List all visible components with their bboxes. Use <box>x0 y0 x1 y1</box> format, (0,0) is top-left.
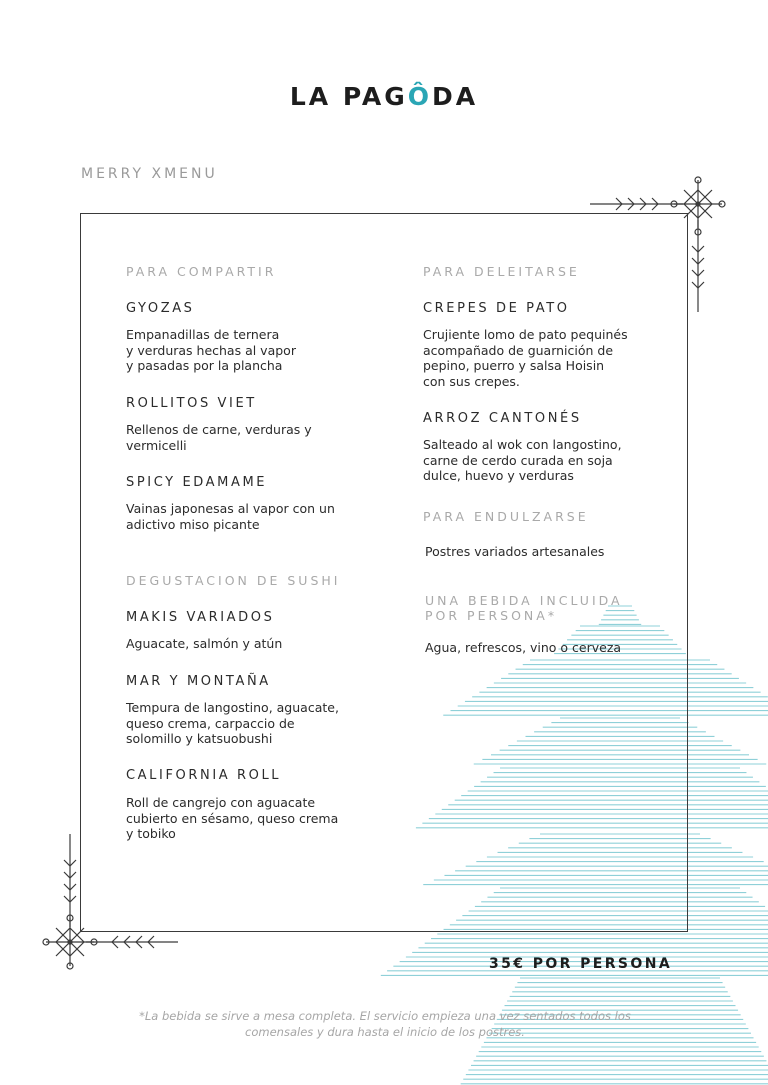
dish-name: CALIFORNIA ROLL <box>126 768 282 783</box>
dish-description: Aguacate, salmón y atún <box>126 636 283 651</box>
dish-name: CREPES DE PATO <box>423 301 570 316</box>
dish-description: Roll de cangrejo con aguacate cubierto en sésamo, queso crema y tobiko <box>126 795 339 841</box>
dish-description: Vainas japonesas al vapor con un adictivo miso picante <box>126 501 335 532</box>
footnote <box>110 1009 660 1040</box>
dish-name: MAR Y MONTAÑA <box>126 674 271 689</box>
logo-accent-letter: Ô <box>407 82 433 111</box>
snowflake-ornament-icon <box>588 176 728 316</box>
dish-description: Rellenos de carne, verduras y vermicelli <box>126 422 312 453</box>
dish-name: MAKIS VARIADOS <box>126 610 275 625</box>
section-heading: DEGUSTACION DE SUSHI <box>126 573 341 588</box>
dish-description: Postres variados artesanales <box>425 544 605 559</box>
logo <box>0 82 768 111</box>
section-heading: PARA DELEITARSE <box>423 264 580 279</box>
snowflake-ornament-icon <box>42 832 182 972</box>
section-heading: UNA BEBIDA INCLUIDA POR PERSONA* <box>425 593 623 623</box>
logo-part-pag: PAG <box>342 82 408 111</box>
footnote-text: *La bebida se sirve a mesa completa. El servicio empieza una vez sentados todos los comensales y dura hasta el inicio de los postres. <box>139 1009 631 1039</box>
menu-title: MERRY XMENU <box>81 166 218 182</box>
dish-name: ROLLITOS VIET <box>126 396 257 411</box>
logo-part-la: LA <box>289 82 343 111</box>
logo-part-da: DA <box>432 82 479 111</box>
dish-description: Empanadillas de ternera y verduras hechas al vapor y pasadas por la plancha <box>126 327 296 373</box>
price: 35€ POR PERSONA <box>489 956 673 972</box>
dish-description: Crujiente lomo de pato pequinés acompañado de guarnición de pepino, puerro y salsa Hoisin con sus crepes. <box>423 327 628 389</box>
dish-description: Tempura de langostino, aguacate, queso crema, carpaccio de solomillo y katsuobushi <box>126 700 339 746</box>
dish-description: Salteado al wok con langostino, carne de cerdo curada en soja dulce, huevo y verduras <box>423 437 622 483</box>
dish-name: ARROZ CANTONÉS <box>423 411 582 426</box>
dish-name: GYOZAS <box>126 301 195 316</box>
section-heading: PARA ENDULZARSE <box>423 509 589 524</box>
dish-name: SPICY EDAMAME <box>126 475 268 490</box>
dish-description: Agua, refrescos, vino o cerveza <box>425 640 622 655</box>
section-heading: PARA COMPARTIR <box>126 264 277 279</box>
